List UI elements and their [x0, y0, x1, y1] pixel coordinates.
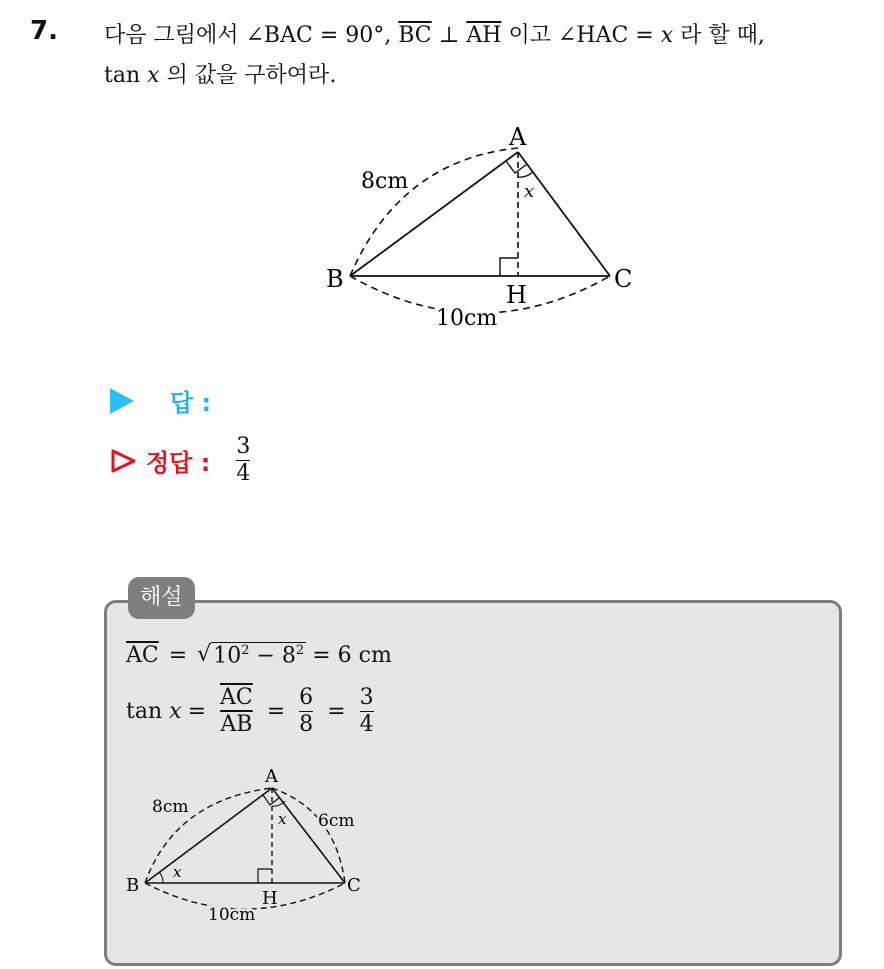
- sol-rhs: = 6 cm: [312, 642, 392, 668]
- tan-label: tan: [104, 63, 141, 88]
- question-variable: x: [660, 23, 674, 48]
- question-line2-suffix: 의 값을 구하여라.: [166, 63, 337, 88]
- length-bc: 10cm: [436, 306, 498, 331]
- sol-var: x: [169, 699, 182, 724]
- correct-numerator: 3: [236, 434, 251, 459]
- side-ac: [518, 152, 610, 276]
- radicand-b: 8: [281, 643, 296, 669]
- fraction-3-4: [360, 685, 374, 738]
- sol-label-x-top: x: [278, 810, 287, 828]
- solution-line-1: [126, 642, 392, 668]
- sol-eq: =: [168, 642, 188, 668]
- sol-label-c: C: [347, 875, 361, 896]
- label-b: B: [326, 265, 344, 293]
- solution-tab: 해설: [128, 577, 195, 619]
- segment-bc: $\overline{BC}$: [398, 23, 432, 48]
- sol-label-a: A: [265, 766, 278, 787]
- correct-denominator: 4: [236, 461, 251, 486]
- exp-a: 2: [241, 643, 250, 658]
- question-prefix: 다음 그림에서 ∠BAC = 90°,: [104, 23, 392, 48]
- exp-b: 2: [295, 643, 305, 658]
- sol-eq-3: =: [327, 699, 346, 724]
- f1-num: $\overline{AC}$: [220, 685, 253, 710]
- correct-fraction: [236, 434, 250, 487]
- sol-tan: tan: [126, 699, 163, 724]
- sol-ac: $\overline{AC}$: [126, 642, 159, 668]
- segment-ah: $\overline{AH}$: [466, 23, 502, 48]
- minus-sign: −: [256, 643, 275, 669]
- outline-triangle-icon: [110, 448, 138, 474]
- sol-eq-1: =: [187, 699, 206, 724]
- sol-length-ab: 8cm: [152, 797, 189, 817]
- answer-row: [110, 383, 211, 418]
- solution-line-2: [126, 685, 382, 738]
- f2-den: 8: [299, 712, 314, 737]
- question-middle: 이고 ∠HAC =: [508, 23, 654, 48]
- f3-den: 4: [359, 712, 374, 737]
- label-h: H: [506, 281, 527, 309]
- f3-num: 3: [359, 685, 374, 710]
- question-number: 7.: [30, 16, 58, 46]
- square-root: [197, 642, 306, 668]
- answer-label: 답 :: [170, 389, 212, 417]
- radicand-a: 10: [213, 643, 242, 669]
- question-suffix: 라 할 때,: [680, 23, 765, 48]
- fraction-ac-ab: [220, 685, 253, 738]
- fraction-6-8: [299, 685, 313, 738]
- radicand: [211, 642, 306, 668]
- sol-label-x-b: x: [173, 863, 182, 881]
- sol-length-ac: 6cm: [318, 811, 355, 831]
- length-ab: 8cm: [361, 169, 409, 194]
- tan-variable: x: [147, 63, 160, 88]
- question-line-2: [104, 58, 336, 89]
- correct-label: 정답 :: [146, 449, 211, 477]
- f1-den: AB: [220, 712, 253, 737]
- sol-label-b: B: [126, 875, 140, 896]
- f2-num: 6: [299, 685, 314, 710]
- triangle-figure: [320, 115, 650, 335]
- label-c: C: [614, 265, 633, 293]
- radical-icon: √: [197, 642, 212, 667]
- question-line-1: [104, 18, 765, 49]
- sol-label-h: H: [262, 888, 278, 909]
- label-x: x: [524, 181, 535, 202]
- sol-length-bc: 10cm: [208, 905, 256, 925]
- label-a: A: [509, 123, 527, 151]
- perpendicular-symbol: ⊥: [438, 23, 460, 48]
- solution-triangle-figure: [120, 760, 380, 930]
- sol-eq-2: =: [266, 699, 286, 724]
- correct-answer-row: [110, 434, 250, 487]
- play-icon: [110, 388, 134, 414]
